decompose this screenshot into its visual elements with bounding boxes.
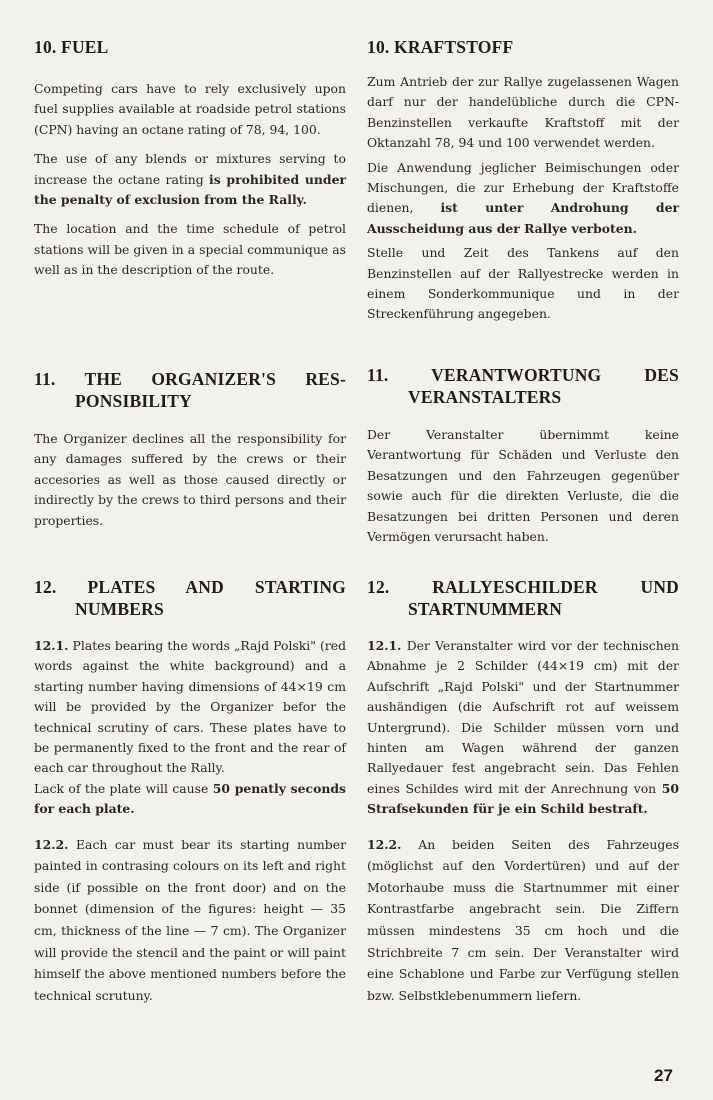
section-heading-continued — [367, 386, 679, 408]
section-heading — [367, 576, 679, 598]
paragraph — [34, 779, 346, 820]
paragraph: Der Veranstalter übernimmt keine Verantwortung für Schäden und Verluste den Besatzungen und den Fahrzeugen gegenüber sowie auch für die direkten Verluste, die die Besatzungen bei dritten Personen und deren Vermögen verursacht haben. — [367, 427, 679, 545]
heading-line: 12. RALLYESCHILDER UND — [367, 577, 679, 597]
section-responsibility-en — [34, 368, 346, 540]
section-plates-de — [367, 576, 679, 1015]
paragraph-text: Die Anwendung jeglicher Beimischungen oder Mischungen, die zur Erhebung der Kraftstoffe dienen, — [367, 159, 679, 216]
bold-text: is prohibited under the penalty of exclusion from the Rally. — [34, 171, 347, 208]
paragraph-text: Plates bearing the words „Rajd Polski" (red words against the white background) and a starting number having dimensions of 44×19 cm will be provided by the Organizer befor the technical scrutiny of cars. These plates have to be permanently fixed to the front and the rear of each car throughout the Rally. — [34, 638, 346, 776]
clause-number: 12.2. — [367, 836, 402, 852]
paragraph — [367, 834, 679, 1007]
paragraph — [34, 834, 346, 1007]
paragraph — [367, 636, 679, 820]
section-heading — [34, 368, 346, 390]
clause-number: 12.1. — [34, 638, 69, 653]
paragraph-text: Lack of the plate will cause — [34, 780, 213, 796]
paragraph: The Organizer declines all the responsibility for any damages suffered by the crews or their accesories as well as those caused directly or indirectly by the crews to third persons and their properties. — [34, 431, 346, 528]
section-heading: 10. KRAFTSTOFF — [367, 37, 514, 57]
heading-line: STARTNUMMERN — [408, 599, 563, 619]
paragraph-text: The use of any blends or mixtures serving to increase the octane rating — [34, 151, 346, 187]
paragraph: Competing cars have to rely exclusively upon fuel supplies available at roadside petrol stations (CPN) having an octane rating of 78, 94, 100. — [34, 81, 346, 137]
clause-number: 12.2. — [34, 836, 69, 852]
section-heading — [34, 576, 346, 598]
section-heading-continued — [34, 598, 346, 620]
paragraph-text: An beiden Seiten des Fahrzeuges (möglichst auf den Vordertüren) und auf der Motorhaube muss die Startnummer mit einer Kontrastfarbe angebracht sein. Die Ziffern müssen mindestens 35 cm hoch und die Strichbreite 7 cm sein. Der Veranstalter wird eine Schablone und Farbe zur Verfügung stellen bzw. Selbstklebenummern liefern. — [367, 836, 679, 1003]
section-heading: 10. FUEL — [34, 37, 109, 57]
clause-number: 12.1. — [367, 638, 402, 653]
heading-line: 11. VERANTWORTUNG DES — [367, 365, 679, 385]
page-number: 27 — [654, 1066, 673, 1085]
section-heading-continued — [367, 598, 679, 620]
bold-text: 50 Strafsekunden für je ein Schild bestraft. — [367, 780, 679, 817]
section-plates-en — [34, 576, 346, 1015]
heading-line: VERANSTALTERS — [408, 387, 562, 407]
section-heading — [367, 364, 679, 386]
paragraph — [34, 149, 346, 210]
heading-line: NUMBERS — [75, 599, 164, 619]
paragraph-text: Der Veranstalter wird vor der technischen Abnahme je 2 Schilder (44×19 cm) mit der Aufschrift „Rajd Polski" und der Startnummer aushändigen (die Aufschrift rot auf weissem Untergrund). Die Schilder müssen vorn und hinten am Wagen während der ganzen Rallyedauer fest angebracht sein. Das Fehlen eines Schildes wird mit der Anrechnung von — [367, 638, 679, 796]
paragraph: Stelle und Zeit des Tankens auf den Benzinstellen auf der Rallyestrecke werden in einem Sonderkommunique und in der Streckenführung angegeben. — [367, 245, 679, 322]
heading-line: 12. PLATES AND STARTING — [34, 577, 346, 597]
paragraph: The location and the time schedule of petrol stations will be given in a special communique as well as in the description of the route. — [34, 221, 346, 278]
paragraph — [367, 158, 679, 240]
heading-line: PONSIBILITY — [75, 391, 192, 411]
bold-text: ist unter Androhung der Ausscheidung aus der Rallye verboten. — [367, 200, 679, 236]
paragraph-text: Each car must bear its starting number painted in contrasing colours on its left and right side (if possible on the front door) and on the bonnet (dimension of the figures: height — 35 cm, thickness of the line — 7 cm). The Organizer will provide the stencil and the paint or will paint himself the above mentioned numbers before the technical scrutuny. — [34, 836, 346, 1003]
section-responsibility-de — [367, 364, 679, 556]
section-fuel-de — [367, 36, 679, 334]
paragraph — [34, 636, 346, 779]
section-heading-continued — [34, 390, 346, 412]
paragraph: Zum Antrieb der zur Rallye zugelassenen Wagen darf nur der handelübliche durch die CPN-Benzinstellen verkaufte Kraftstoff mit der Oktanzahl 78, 94 und 100 verwendet werden. — [367, 74, 679, 151]
heading-line: 11. THE ORGANIZER'S RES- — [34, 369, 346, 389]
bold-text: 50 penatly seconds for each plate. — [34, 780, 347, 817]
section-fuel-en — [34, 36, 346, 290]
